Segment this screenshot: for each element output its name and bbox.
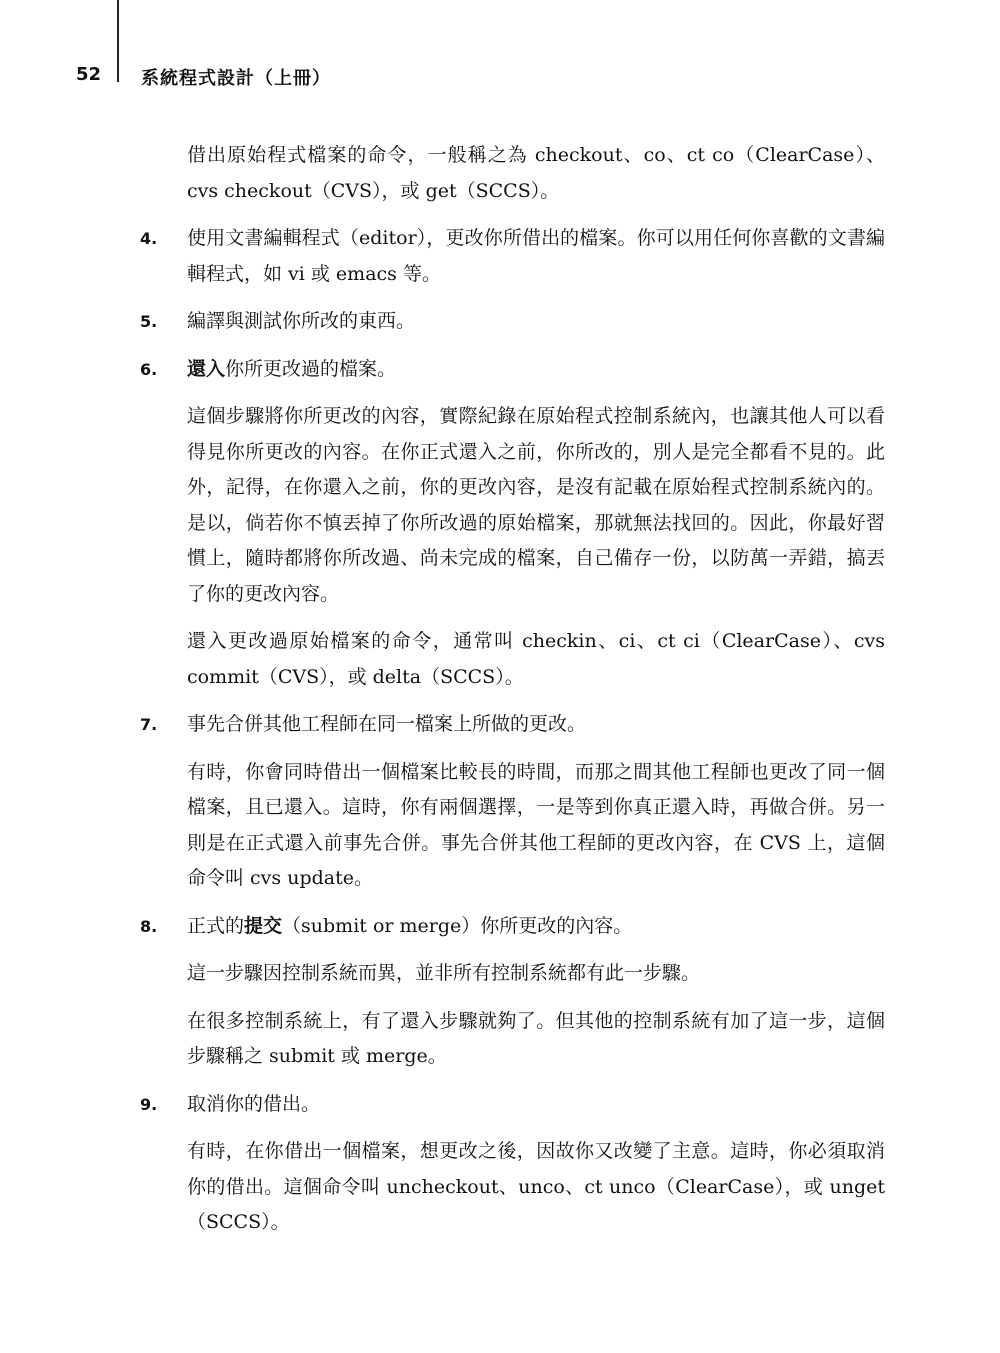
list-item-text: 取消你的借出。 bbox=[187, 1092, 321, 1115]
paragraph-merge-description: 有時，你會同時借出一個檔案比較長的時間，而那之間其他工程師也更改了同一個檔案，且已還入。這時，你有兩個選擇，一是等到你真正還入時，再做合併。另一則是在正式還入前事先合併。事先合併其他工程師的更改內容，在 CVS 上，這個命令叫 cvs update。 bbox=[187, 760, 885, 889]
paragraph-submit-note: 這一步驟因控制系統而異，並非所有控制系統都有此一步驟。 bbox=[187, 962, 701, 984]
list-number: 7. bbox=[140, 715, 158, 734]
list-item-prefix: 正式的 bbox=[187, 914, 245, 937]
list-number: 6. bbox=[140, 359, 158, 379]
list-item-text: （submit or merge）你所更改的內容。 bbox=[282, 914, 633, 937]
paragraph-submit-detail: 在很多控制系統上，有了還入步驟就夠了。但其他的控制系統有加了這一步，這個步驟稱之 submit 或 merge。 bbox=[187, 1009, 885, 1067]
list-item-9 bbox=[140, 1087, 885, 1123]
list-number: 4. bbox=[140, 229, 158, 248]
list-item-text: 事先合併其他工程師在同一檔案上所做的更改。 bbox=[187, 713, 587, 735]
emphasis-term: 還入 bbox=[187, 357, 226, 380]
page-number: 52 bbox=[76, 64, 102, 85]
list-item-text: 使用文書編輯程式（editor），更改你所借出的檔案。你可以用任何你喜歡的文書編輯程式，如 vi 或 emacs 等。 bbox=[187, 227, 885, 285]
book-title: 系統程式設計（上冊） bbox=[141, 68, 331, 89]
list-item-8 bbox=[140, 909, 885, 945]
emphasis-term: 提交 bbox=[244, 914, 283, 937]
paragraph-checkin-description: 這個步驟將你所更改的內容，實際紀錄在原始程式控制系統內，也讓其他人可以看得見你所更改的內容。在你正式還入之前，你所改的，別人是完全都看不見的。此外，記得，在你還入之前，你的更改內容，是沒有記載在原始程式控制系統內的。是以，倘若你不慎丟掉了你所改過的原始檔案，那就無法找回的。因此，你最好習慣上，隨時都將你所改過、尚未完成的檔案，自己備存一份，以防萬一弄錯，搞丟了你的更改內容。 bbox=[187, 405, 885, 605]
list-item-5 bbox=[140, 304, 885, 340]
list-item-4 bbox=[140, 221, 885, 292]
list-number: 5. bbox=[140, 312, 158, 331]
list-number: 8. bbox=[140, 916, 158, 936]
page-body bbox=[140, 138, 885, 1253]
list-item-6 bbox=[140, 352, 885, 388]
list-item-text: 你所更改過的檔案。 bbox=[225, 357, 397, 380]
paragraph-uncheckout: 有時，在你借出一個檔案，想更改之後，因故你又改變了主意。這時，你必須取消你的借出。這個命令叫 uncheckout、unco、ct unco（ClearCase），或 unget（SCCS）。 bbox=[187, 1140, 885, 1233]
list-item-7 bbox=[140, 707, 885, 743]
paragraph-checkin-command: 還入更改過原始檔案的命令，通常叫 checkin、ci、ct ci（ClearCase）、cvs commit（CVS），或 delta（SCCS）。 bbox=[187, 630, 885, 688]
paragraph-checkout-command: 借出原始程式檔案的命令，一般稱之為 checkout、co、ct co（ClearCase）、cvs checkout（CVS），或 get（SCCS）。 bbox=[187, 144, 885, 202]
header-rule bbox=[117, 0, 119, 82]
list-item-text: 編譯與測試你所改的東西。 bbox=[187, 310, 416, 332]
list-number: 9. bbox=[140, 1094, 158, 1114]
